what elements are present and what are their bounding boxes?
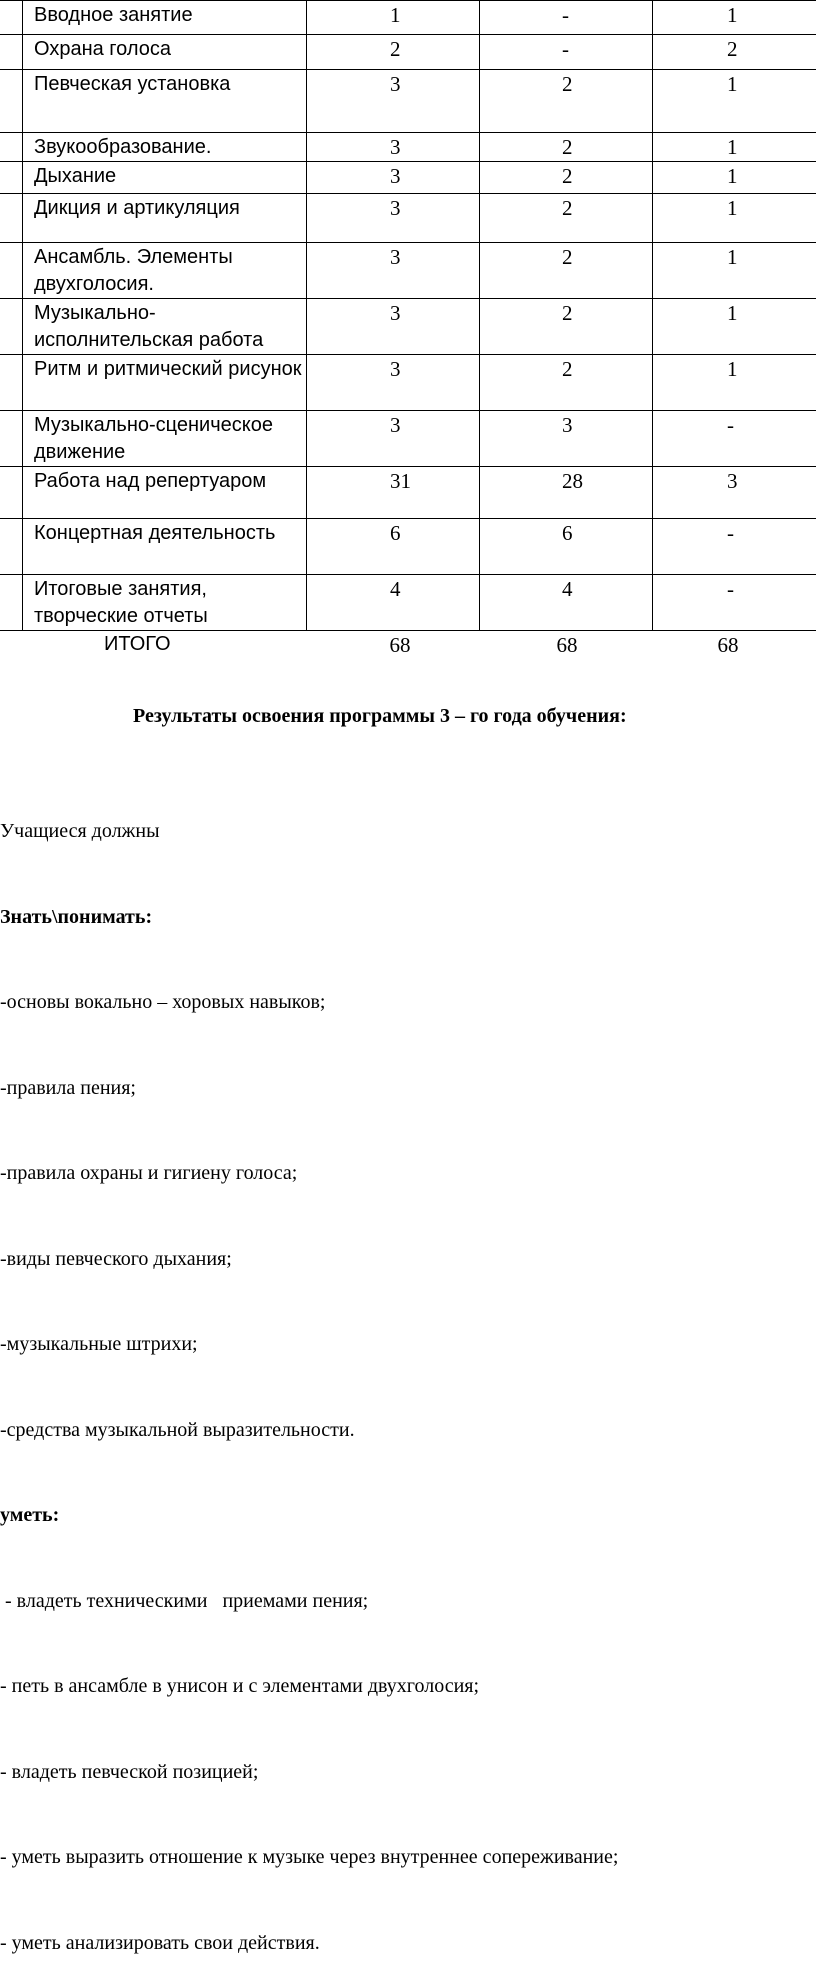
table-row (0, 162, 816, 194)
total-hours-cell: 6 (307, 519, 480, 575)
practice-hours-cell: 1 (653, 194, 816, 243)
total-hours-cell: 3 (307, 162, 480, 194)
practice-hours-cell: 2 (653, 35, 816, 70)
practice-hours-cell: - (653, 575, 816, 631)
theory-hours-cell: 2 (480, 194, 653, 243)
topic-cell: Музыкально-сценическое движение (23, 411, 307, 467)
practice-hours-cell: 1 (653, 162, 816, 194)
table-row (0, 243, 816, 299)
topic-cell: Работа над репертуаром (23, 467, 307, 519)
list-item: -виды певческого дыхания; (0, 1245, 618, 1274)
list-item: - петь в ансамбле в унисон и с элементами двухголосия; (0, 1672, 618, 1701)
topic-cell: Вводное занятие (23, 1, 307, 35)
practice-hours-cell: 3 (653, 467, 816, 519)
list-item: -основы вокально – хоровых навыков; (0, 988, 618, 1017)
table-row (0, 575, 816, 631)
total-row (0, 631, 816, 663)
practice-hours-cell: 1 (653, 133, 816, 162)
practice-hours-cell: 1 (653, 299, 816, 355)
theory-hours-cell: 68 (480, 631, 653, 663)
theory-hours-cell: 28 (480, 467, 653, 519)
total-hours-cell: 1 (307, 1, 480, 35)
theory-hours-cell: 2 (480, 162, 653, 194)
list-item: - владеть техническими приемами пения; (0, 1587, 618, 1616)
skills-label: уметь: (0, 1501, 618, 1530)
topic-cell: Охрана голоса (23, 35, 307, 70)
total-hours-cell: 3 (307, 243, 480, 299)
theory-hours-cell: 4 (480, 575, 653, 631)
total-hours-cell: 31 (307, 467, 480, 519)
list-item: - уметь анализировать свои действия. (0, 1929, 618, 1958)
list-item: -правила охраны и гигиену голоса; (0, 1159, 618, 1188)
total-hours-cell: 68 (307, 631, 480, 663)
table-row (0, 411, 816, 467)
practice-hours-cell: 1 (653, 1, 816, 35)
theory-hours-cell: 2 (480, 355, 653, 411)
total-hours-cell: 3 (307, 355, 480, 411)
theory-hours-cell: 6 (480, 519, 653, 575)
table-row (0, 467, 816, 519)
topic-cell: Ансамбль. Элементы двухголосия. (23, 243, 307, 299)
topic-cell: Дикция и артикуляция (23, 194, 307, 243)
practice-hours-cell: 1 (653, 70, 816, 133)
list-item: - владеть певческой позицией; (0, 1758, 618, 1787)
total-hours-cell: 3 (307, 194, 480, 243)
total-hours-cell: 2 (307, 35, 480, 70)
topic-cell: Дыхание (23, 162, 307, 194)
topic-cell: Ритм и ритмический рисунок (23, 355, 307, 411)
practice-hours-cell: 68 (653, 631, 816, 663)
theory-hours-cell: 2 (480, 299, 653, 355)
table-row (0, 70, 816, 133)
list-item: - уметь выразить отношение к музыке через внутреннее сопереживание; (0, 1843, 618, 1872)
table-row (0, 1, 816, 35)
practice-hours-cell: - (653, 519, 816, 575)
table-row (0, 194, 816, 243)
table-row (0, 519, 816, 575)
theory-hours-cell: 2 (480, 133, 653, 162)
curriculum-table (0, 0, 816, 663)
theory-hours-cell: - (480, 1, 653, 35)
practice-hours-cell: - (653, 411, 816, 467)
total-hours-cell: 4 (307, 575, 480, 631)
theory-hours-cell: - (480, 35, 653, 70)
topic-cell: Концертная деятельность (23, 519, 307, 575)
list-item: -правила пения; (0, 1074, 618, 1103)
table-row (0, 299, 816, 355)
section-heading: Результаты освоения программы 3 – го года обучения: (133, 705, 627, 728)
table-row (0, 355, 816, 411)
total-hours-cell: 3 (307, 70, 480, 133)
topic-cell: Звукообразование. (23, 133, 307, 162)
topic-cell: Музыкально-исполнительская работа (23, 299, 307, 355)
table-row (0, 133, 816, 162)
learning-outcomes (0, 760, 618, 1986)
total-hours-cell: 3 (307, 133, 480, 162)
topic-cell: Певческая установка (23, 70, 307, 133)
topic-cell: Итоговые занятия, творческие отчеты (23, 575, 307, 631)
total-hours-cell: 3 (307, 299, 480, 355)
theory-hours-cell: 2 (480, 70, 653, 133)
practice-hours-cell: 1 (653, 355, 816, 411)
know-label: Знать\понимать: (0, 903, 618, 932)
practice-hours-cell: 1 (653, 243, 816, 299)
total-label: ИТОГО (0, 631, 307, 663)
list-item: -средства музыкальной выразительности. (0, 1416, 618, 1445)
list-item: -музыкальные штрихи; (0, 1330, 618, 1359)
intro-text: Учащиеся должны (0, 817, 618, 846)
theory-hours-cell: 3 (480, 411, 653, 467)
total-hours-cell: 3 (307, 411, 480, 467)
theory-hours-cell: 2 (480, 243, 653, 299)
table-row (0, 35, 816, 70)
